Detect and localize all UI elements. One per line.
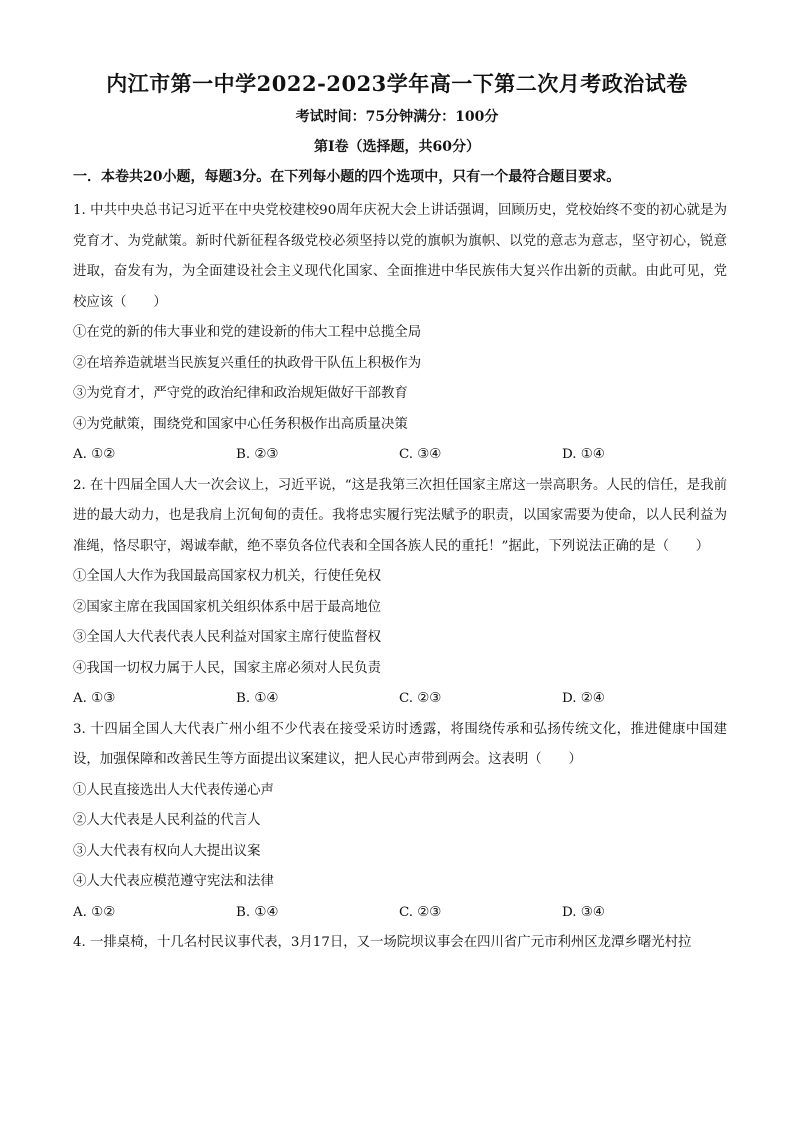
answer-choice-c[interactable]: C. ②③ <box>399 904 442 920</box>
answer-choice-a[interactable]: A. ①② <box>73 447 116 462</box>
answer-choice-c[interactable]: C. ③④ <box>399 447 442 462</box>
question-1 <box>73 196 727 471</box>
answer-choice-b[interactable]: B. ②③ <box>236 447 279 462</box>
section-title: 第Ⅰ卷（选择题，共60分） <box>313 139 481 155</box>
answer-choice-a[interactable]: A. ①② <box>73 904 116 920</box>
statement-option: ②国家主席在我国国家机关组织体系中居于最高地位 <box>73 599 381 615</box>
answer-choice-d[interactable]: D. ③④ <box>562 904 605 920</box>
statement-option: ②人大代表是人民利益的代言人 <box>73 813 261 828</box>
question-stem: 4. 一排桌椅，十几名村民议事代表，3月17日，又一场院坝议事会在四川省广元市利州区龙潭乡曙光村拉 <box>73 935 692 950</box>
statement-option: ④人大代表应模范遵守宪法和法律 <box>73 874 274 889</box>
answer-choice-d[interactable]: D. ①④ <box>562 447 605 462</box>
answer-choice-d[interactable]: D. ②④ <box>562 691 605 706</box>
section-instructions: 一．本卷共20小题，每题3分。在下列每小题的四个选项中，只有一个最符合题目要求。 <box>73 169 621 185</box>
answer-choices <box>73 898 727 929</box>
statement-option: ④我国一切权力属于人民，国家主席必须对人民负责 <box>73 660 381 676</box>
answer-choices <box>73 684 727 715</box>
statement-option: ②在培养造就堪当民族复兴重任的执政骨干队伍上积极作为 <box>73 355 422 371</box>
statement-option: ③全国人大代表代表人民利益对国家主席行使监督权 <box>73 630 381 645</box>
answer-choices <box>73 440 727 471</box>
statement-option: ①人民直接选出人大代表传递心声 <box>73 782 274 798</box>
question-stem: 1. 中共中央总书记习近平在中央党校建校90周年庆祝大会上讲话强调，回顾历史，党校始终不变的初心就是为党育才、为党献策。新时代新征程各级党校必须坚持以党的旗帜为旗帜、以党的意志为意志，坚守初心，锐意进取，奋发有为，为全面建设社会主义现代化国家、全面推进中华民族伟大复兴作出新的贡献。由此可见，党校应该（ ） <box>73 203 727 310</box>
answer-choice-b[interactable]: B. ①④ <box>236 904 279 920</box>
statement-option: ①在党的新的伟大事业和党的建设新的伟大工程中总揽全局 <box>73 325 422 340</box>
question-stem: 2. 在十四届全国人大一次会议上，习近平说，“这是我第三次担任国家主席这一崇高职务。人民的信任，是我前进的最大动力，也是我肩上沉甸甸的责任。我将忠实履行宪法赋予的职责，以国家需要为使命，以人民利益为准绳，恪尽职守，竭诚奉献，绝不辜负各位代表和全国各族人民的重托！”据此，下列说法正确的是（ ） <box>73 477 727 554</box>
statement-option: ③人大代表有权向人大提出议案 <box>73 843 261 859</box>
statement-option: ④为党献策，围绕党和国家中心任务积极作出高质量决策 <box>73 416 408 432</box>
question-stem: 3. 十四届全国人大代表广州小组不少代表在接受采访时透露，将围绕传承和弘扬传统文化，推进健康中国建设，加强保障和改善民生等方面提出议案建议，把人民心声带到两会。这表明（ ） <box>73 721 727 767</box>
question-list <box>73 196 727 959</box>
answer-choice-b[interactable]: B. ①④ <box>236 691 279 706</box>
question-2 <box>73 471 727 715</box>
answer-choice-c[interactable]: C. ②③ <box>399 691 442 706</box>
exam-info: 考试时间：75分钟满分：100分 <box>295 109 499 125</box>
page-title: 内江市第一中学2022-2023学年高一下第二次月考政治试卷 <box>106 71 688 96</box>
answer-choice-a[interactable]: A. ①③ <box>73 691 116 706</box>
question-4 <box>73 928 727 959</box>
statement-option: ③为党育才，严守党的政治纪律和政治规矩做好干部教育 <box>73 386 408 401</box>
statement-option: ①全国人大作为我国最高国家权力机关，行使任免权 <box>73 569 381 584</box>
question-3 <box>73 715 727 929</box>
